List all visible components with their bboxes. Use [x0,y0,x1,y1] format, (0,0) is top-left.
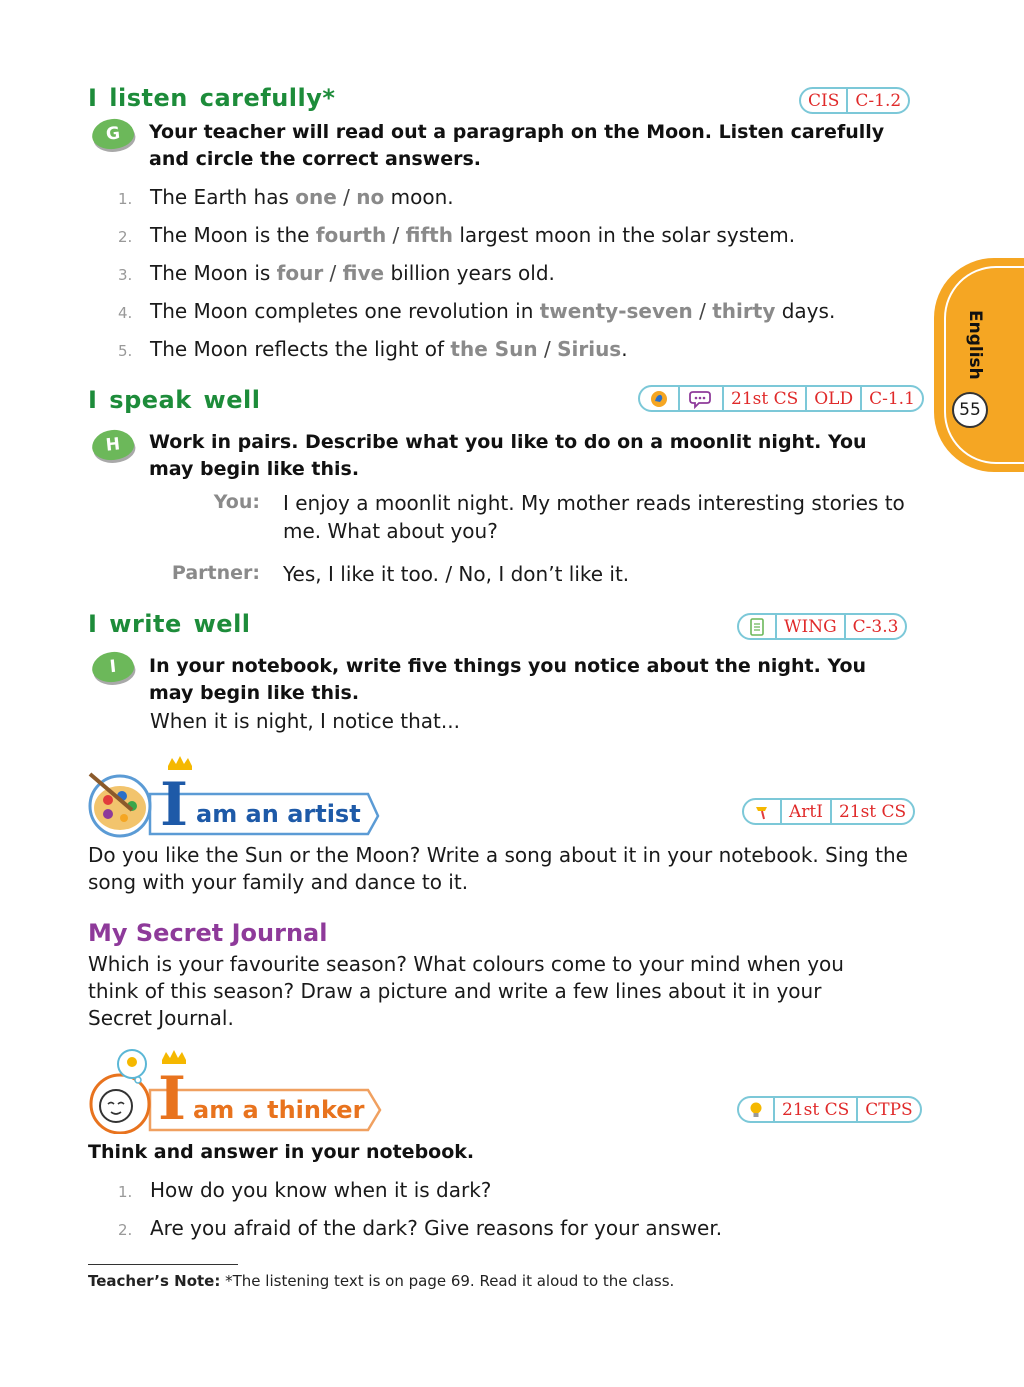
write-starter: When it is night, I notice that... [150,709,460,733]
tag-arti: ArtI [780,800,830,823]
item-number: 1. [118,1183,133,1201]
activity-badge-i: I [91,650,136,684]
speaker-you: You: [213,491,260,513]
journal-heading: My Secret Journal [88,919,328,947]
item-number: 2. [118,1221,133,1239]
artist-text: Do you like the Sun or the Moon? Write a song about it in your notebook. Sing the song with your family and dance to it. [88,843,908,894]
thinker-item: Are you afraid of the dark? Give reasons for your answer. [150,1216,723,1240]
listen-item: The Moon is the fourth / fifth largest moon in the solar system. [150,223,796,247]
listen-tags [799,87,910,114]
tag-c33: C-3.3 [844,615,906,638]
listen-item: The Moon reflects the light of the Sun / Sirius. [150,337,628,361]
speak-heading: I speak well [88,386,261,414]
artist-heading: am an artist [196,800,361,828]
option[interactable]: the Sun [450,337,538,361]
item-number: 3. [118,266,133,284]
speech-bubble-icon [678,387,722,410]
write-heading: I write well [88,610,251,638]
item-number: 4. [118,304,133,322]
item-number: 2. [118,228,133,246]
activity-badge-g: G [91,117,136,151]
item-number: 5. [118,342,133,360]
tag-cis: CIS [808,90,840,111]
listen-instruction: Your teacher will read out a paragraph on the Moon. Listen carefully and circle the correct answers. [149,121,885,170]
lightbulb-icon [739,1098,773,1121]
tag-c12: C-1.2 [846,89,908,112]
footnote-divider [88,1264,238,1265]
speak-tags [638,385,924,412]
thinker-item: How do you know when it is dark? [150,1178,492,1202]
option[interactable]: five [342,261,385,285]
item-number: 1. [118,190,133,208]
tag-21stcs: 21st CS [830,800,913,823]
tag-21stcs: 21st CS [722,387,805,410]
page-number: 55 [952,392,988,428]
option[interactable]: no [356,185,385,209]
thinker-tags [737,1096,922,1123]
thinker-heading: am a thinker [193,1096,365,1124]
option[interactable]: twenty-seven [539,299,693,323]
journal-text: Which is your favourite season? What colours come to your mind when you think of this season? Draw a picture and write a few lines about it in your Secret Journal. [88,952,844,1030]
tag-ctps: CTPS [856,1098,919,1121]
activity-badge-h: H [91,428,136,462]
artist-big-letter: I [160,770,189,840]
teacher-note [88,1272,674,1290]
subject-label: English [965,310,985,380]
option[interactable]: one [295,185,337,209]
listen-item: The Earth has one / no moon. [150,185,454,209]
notebook-icon [739,615,775,638]
globe-icon [640,387,678,410]
speak-instruction: Work in pairs. Describe what you like to do on a moonlit night. You may begin like this. [149,431,867,480]
speaker-partner: Partner: [171,562,260,584]
option[interactable]: thirty [712,299,776,323]
teacher-note-text: *The listening text is on page 69. Read it aloud to the class. [220,1272,675,1290]
thinker-instruction: Think and answer in your notebook. [88,1141,475,1163]
tag-21stcs: 21st CS [773,1098,856,1121]
teacher-note-label: Teacher’s Note: [88,1272,221,1290]
listen-item: The Moon is four / five billion years old. [150,261,555,285]
write-instruction: In your notebook, write five things you notice about the night. You may begin like this. [149,655,867,704]
paintbrush-icon [744,800,780,823]
dialogue-you: I enjoy a moonlit night. My mother reads interesting stories to me. What about you? [283,491,905,543]
option[interactable]: Sirius [557,337,622,361]
tag-wing: WING [775,615,844,638]
tag-old: OLD [805,387,860,410]
option[interactable]: four [276,261,324,285]
listen-item: The Moon completes one revolution in twenty-seven / thirty days. [150,299,836,323]
write-tags [737,613,907,640]
listen-heading: I listen carefully* [88,84,336,112]
tag-c11: C-1.1 [860,387,922,410]
option[interactable]: fifth [405,223,453,247]
thinker-big-letter: I [158,1064,187,1134]
option[interactable]: fourth [315,223,387,247]
artist-tags [742,798,915,825]
dialogue-partner: Yes, I like it too. / No, I don’t like it. [283,562,630,586]
